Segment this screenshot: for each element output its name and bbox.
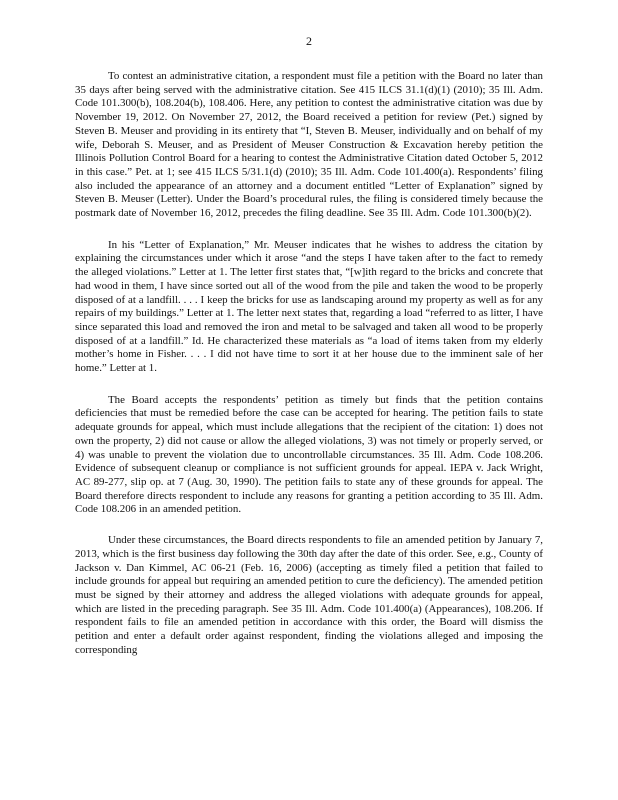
paragraph-letter-of-explanation: In his “Letter of Explanation,” Mr. Meuser indicates that he wishes to address the citation by explaining the circumstances under which it arose “and the steps I have taken after to the fact to remedy the alleged violations.” Letter at 1. The letter first states that, “[w]ith regard to the bricks and concrete that had wood in them, I have since sorted out all of the wood from the pile and taken the wood to be properly disposed of at a landfill. . . . I keep the bricks for use as landscaping around my property as well as for any repairs of my buildings.” Letter at 1. The letter next states that, regarding a load “referred to as litter, I have since separated this load and removed the iron and metal to be salvaged and taken all wood to be properly disposed of at a landfill.” Id. He characterized these materials as “a load of items taken from my elderly mother’s home in Fisher. . . . I did not have time to sort it at her house due to the imminent sale of her home.” Letter at 1. (75, 238, 543, 375)
paragraph-amended-petition: Under these circumstances, the Board directs respondents to file an amended petition by January 7, 2013, which is the first business day following the 30th day after the date of this order. See, e.g., County of Jackson v. Dan Kimmel, AC 06-21 (Feb. 16, 2006) (accepting as timely filed a petition that failed to include grounds for appeal but requiring an amended petition to cure the deficiency). The amended petition must be signed by their attorney and address the alleged violations with adequate grounds for appeal, which are listed in the preceding paragraph. See 35 Ill. Adm. Code 101.400(a) (Appearances), 108.206. If respondent fails to file an amended petition in accordance with this order, the Board will dismiss the petition and enter a default order against respondent, finding the violations alleged and imposing the corresponding (75, 534, 543, 656)
paragraph-deficiencies: The Board accepts the respondents’ petition as timely but finds that the petition contains deficiencies that must be remedied before the case can be accepted for hearing. The petition fails to state adequate grounds for appeal, which must include allegations that the recipient of the citation: 1) does not own the property, 2) did not cause or allow the alleged violations, 3) was not timely or properly served, or 4) was unable to prevent the violation due to uncontrollable circumstances. 35 Ill. Adm. Code 108.206. Evidence of subsequent cleanup or compliance is not sufficient grounds for appeal. IEPA v. Jack Wright, AC 89-277, slip op. at 7 (Aug. 30, 1990). The petition fails to state any of these grounds for appeal. The Board therefore directs respondent to include any reasons for granting a petition according to 35 Ill. Adm. Code 108.206 in an amended petition. (75, 393, 543, 516)
document-body (75, 70, 543, 675)
page-number: 2 (306, 34, 312, 48)
paragraph-timeliness: To contest an administrative citation, a respondent must file a petition with the Board no later than 35 days after being served with the administrative citation. See 415 ILCS 31.1(d)(1) (2010); 35 Ill. Adm. Code 101.300(b), 108.204(b), 108.406. Here, any petition to contest the administrative citation was due by November 19, 2012. On November 27, 2012, the Board received a petition for review (Pet.) signed by Steven B. Meuser and providing in its entirety that “I, Steven B. Meuser, individually and on behalf of my wife, Deborah S. Meuser, and as President of Meuser Construction & Excavation hereby petition the Illinois Pollution Control Board for a hearing to contest the Administrative Citation dated October 5, 2012 in this case.” Pet. at 1; see 415 ILCS 5/31.1(d) (2010); 35 Ill. Adm. Code 101.400(a). Respondents’ filing also included the appearance of an attorney and a document entitled “Letter of Explanation” signed by Steven B. Meuser (Letter). Under the Board’s procedural rules, the filing is considered timely because the postmark date of November 16, 2012, precedes the filing deadline. See 35 Ill. Adm. Code 101.300(b)(2). (75, 70, 543, 220)
